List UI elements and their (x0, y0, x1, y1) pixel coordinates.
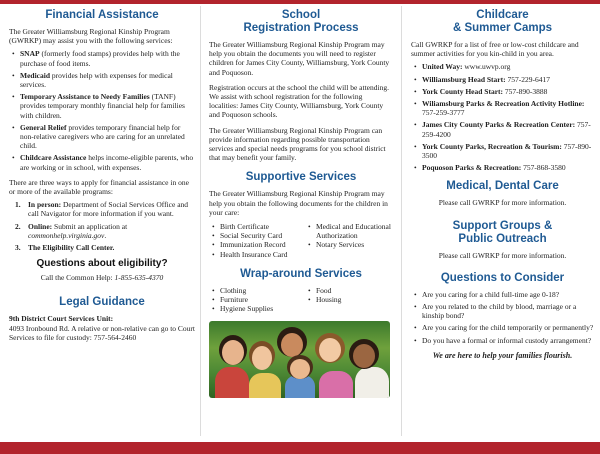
top-accent-bar (0, 0, 600, 4)
list-item: • SNAP (formerly food stamps) provides help with the purchase of food items. (9, 49, 195, 67)
column-divider (401, 6, 402, 436)
list-item: • Wiliamsburg Parks & Recreation Activity Hotline: 757-259-3777 (411, 99, 594, 117)
left-panel (9, 9, 195, 342)
childcare-resources-list (411, 62, 594, 172)
childcare-intro: Call GWRKP for a list of free or low-cost childcare and summer activities for you kin-child in you area. (411, 40, 579, 59)
financial-intro: The Greater Williamsburg Regional Kinship Program (GWRKP) may assist you with the following services: (9, 27, 173, 46)
eligibility-text: Call the Common Help: 1-855-635-4370 (40, 273, 164, 283)
list-item: • United Way: www.uwvp.org (411, 62, 594, 71)
financial-services-list (9, 49, 195, 171)
wraparound-services-heading: Wrap-around Services (240, 267, 362, 280)
bottom-accent-bar (0, 442, 600, 454)
list-item: • Poquoson Parks & Recreation: 757-868-3580 (411, 163, 594, 172)
list-item: • Are you related to the child by blood, marriage or a kinship bond? (411, 302, 594, 320)
wraparound-list (209, 286, 393, 314)
list-item: • Temporary Assistance to Needy Families (TANF) provides temporary monthly financial help for families with children. (9, 92, 195, 120)
apply-ways-intro: There are three ways to apply for financial assistance in one or more of the available programs: (9, 177, 189, 197)
list-item: • Social Security Card (209, 231, 305, 240)
apply-ways-list (9, 200, 195, 252)
court-address: 4093 Ironbound Rd. A relative or non-relative can go to Court Services to file for custody: 757-564-2460 (9, 323, 196, 342)
list-item: • Housing (305, 295, 391, 304)
middle-panel (209, 9, 393, 398)
support-groups-heading: Support Groups & Public Outreach (452, 219, 553, 245)
court-label: 9th District Court Services Unit: (9, 314, 114, 324)
list-item: • Medical and Educational Authorization (305, 222, 391, 240)
commonhelp-link[interactable]: commonhelp.virginia.gov (28, 230, 105, 240)
list-item: • Hygiene Supplies (209, 304, 305, 313)
questions-heading: Questions to Consider (440, 271, 565, 284)
list-item: • General Relief provides temporary financial help for non-relative caregivers who are caring for an unrelated child. (9, 123, 195, 151)
list-item: • Notary Services (305, 240, 391, 249)
questions-list (411, 290, 594, 345)
list-item: • Are you caring for a child full-time age 0-18? (411, 290, 594, 299)
list-item: • Immunization Record (209, 240, 305, 249)
legal-guidance-heading: Legal Guidance (59, 296, 145, 309)
closing-tagline: We are here to help your families flourish. (432, 350, 573, 360)
list-item: • Williamsburg Head Start: 757-229-6417 (411, 75, 594, 84)
financial-assistance-heading: Financial Assistance (45, 9, 159, 21)
school-registration-heading: School Registration Process (243, 9, 359, 34)
registration-paragraph-2: Registration occurs at the school the child will be attending. We assist with school registration for the following localities: James City County, Williamsburg, York County and Poquoson schools. (209, 82, 389, 120)
list-item: • York County Head Start: 757-890-3888 (411, 87, 594, 96)
supportive-services-heading: Supportive Services (245, 171, 357, 184)
registration-paragraph-3: The Greater Williamsburg Regional Kinship Program can provide information regarding possible transportation services and special needs programs for you school district that may benefit your family. (209, 125, 386, 163)
right-panel (411, 9, 594, 361)
childcare-heading: Childcare & Summer Camps (452, 9, 553, 34)
list-item: • Birth Certificate (209, 222, 305, 231)
list-item: • James City County Parks & Recreation Center: 757-259-4200 (411, 120, 594, 138)
list-item: • Medicaid provides help with expenses for medical services. (9, 71, 195, 89)
supportive-intro: The Greater Williamsburg Regional Kinship Program may help you obtain the following documents for the children in your care: (209, 189, 388, 217)
support-groups-text: Please call GWRKP for more information. (438, 250, 567, 260)
list-item: 2. Online: Submit an application at commonhelp.virginia.gov. (15, 221, 128, 240)
registration-paragraph-1: The Greater Williamsburg Regional Kinship Program may help you obtain the documents you will need to register children for James City County, Williamsburg, York County and Poquoson. (209, 40, 390, 77)
documents-list (209, 222, 393, 259)
children-group-photo (209, 321, 390, 398)
column-divider (200, 6, 201, 436)
list-item: • Are you caring for the child temporarily or permanently? (411, 323, 594, 332)
list-item: 1. In person: Department of Social Services Office and call Navigator for more information if you want. (15, 200, 189, 219)
list-item: 3. The Eligibility Call Center. (15, 243, 115, 253)
medical-dental-heading: Medical, Dental Care (446, 180, 559, 193)
eligibility-heading: Questions about eligibility? (36, 258, 168, 270)
medical-text: Please call GWRKP for more information. (438, 198, 567, 208)
list-item: • Do you have a formal or informal custody arrangement? (411, 336, 594, 345)
list-item: • York County Parks, Recreation & Tourism: 757-890-3500 (411, 142, 594, 160)
list-item: • Childcare Assistance helps income-eligible parents, who are working or in school, with expenses. (9, 153, 195, 171)
list-item: • Health Insurance Card (209, 250, 305, 259)
list-item: • Clothing (209, 286, 305, 295)
list-item: • Food (305, 286, 391, 295)
list-item: • Furniture (209, 295, 305, 304)
